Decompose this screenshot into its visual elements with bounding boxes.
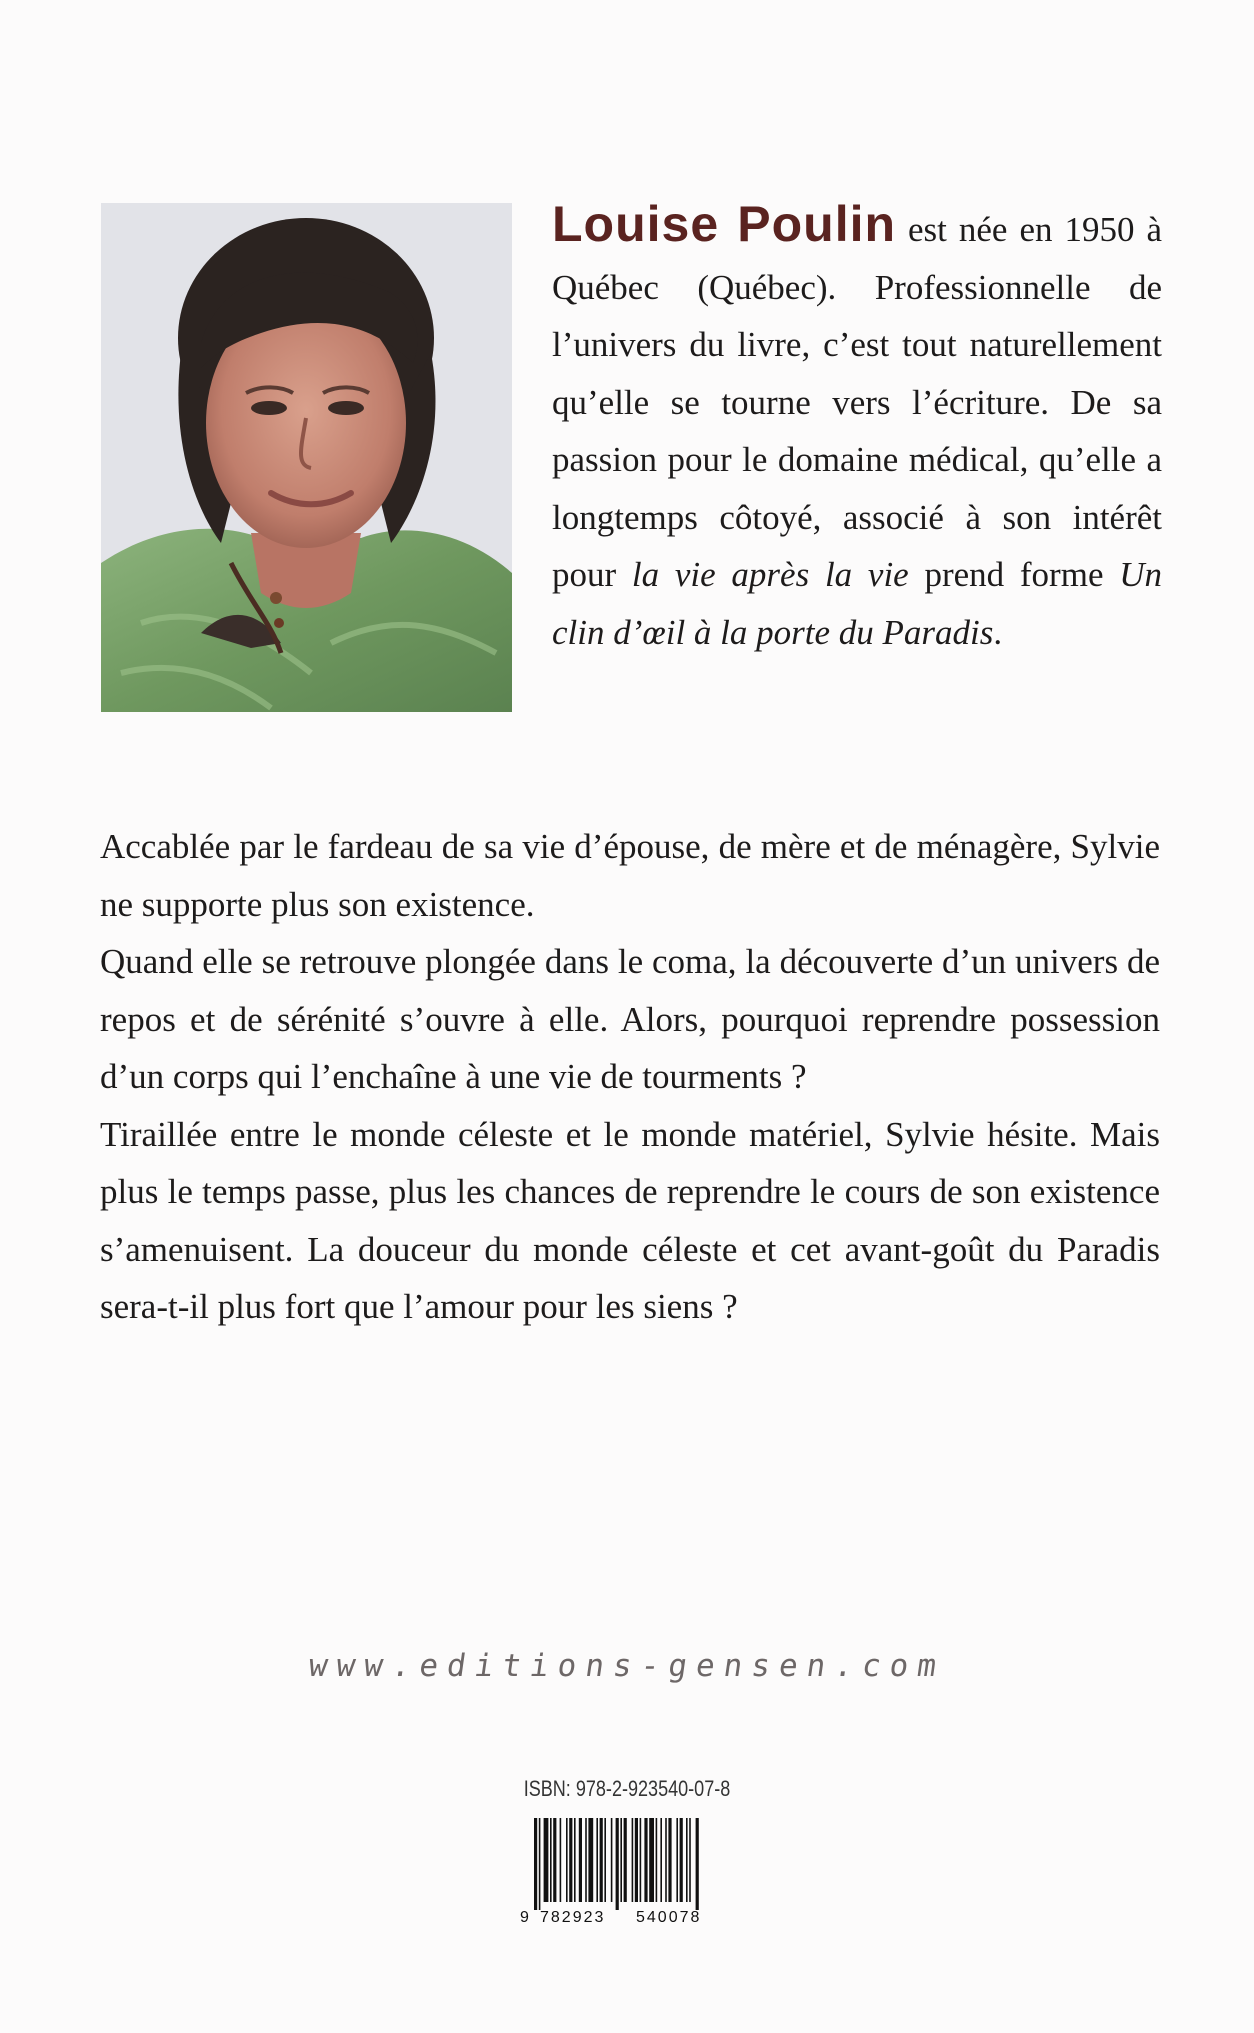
barcode-digits-group1: 782923 <box>540 1909 606 1926</box>
barcode-bar <box>686 1818 688 1902</box>
barcode-image <box>518 1818 740 1926</box>
barcode-bar <box>574 1818 576 1902</box>
author-bio-italic-phrase: la vie après la vie <box>631 555 909 594</box>
barcode-bar <box>640 1818 642 1902</box>
publisher-website: www.editions-gensen.com <box>306 1648 948 1684</box>
barcode-bar <box>632 1818 634 1902</box>
book-title: Un clin d’œil à la porte du Paradis <box>552 555 1163 652</box>
barcode-bar <box>696 1818 699 1910</box>
isbn-label: ISBN: 978-2-923540-07-8 <box>523 1776 731 1801</box>
barcode-bar <box>566 1818 568 1902</box>
blurb-paragraph: Tiraillée entre le monde céleste et le monde matériel, Sylvie hésite. Mais plus le temps passe, plus les chances de reprendre le cours de son existence s’amenuisent. La douceur du monde céleste et cet avant-goût du Paradis sera-t-il plus fort que l’amour pour les siens ? <box>100 1114 1160 1326</box>
barcode <box>518 1818 740 1926</box>
barcode-bar <box>644 1818 647 1902</box>
barcode-bar <box>585 1818 587 1902</box>
author-name: Louise Poulin <box>552 196 897 252</box>
barcode-bar <box>616 1818 619 1910</box>
barcode-bar <box>689 1818 691 1902</box>
author-bio-text-after: prend forme <box>908 555 1120 594</box>
barcode-digits-group2: 540078 <box>636 1909 702 1926</box>
barcode-bar <box>649 1818 654 1902</box>
barcode-bar <box>680 1818 683 1902</box>
author-bio <box>552 196 1162 661</box>
author-photo <box>101 203 512 712</box>
barcode-bar <box>660 1818 662 1902</box>
barcode-bar <box>611 1818 613 1902</box>
barcode-bar <box>534 1818 537 1910</box>
barcode-bar <box>588 1818 593 1902</box>
barcode-bar <box>668 1818 671 1902</box>
barcode-bar <box>544 1818 549 1902</box>
barcode-digit-first: 9 <box>520 1909 529 1926</box>
barcode-bar <box>539 1818 541 1910</box>
barcode-bar <box>560 1818 562 1902</box>
blurb-paragraph: Quand elle se retrouve plongée dans le coma, la découverte d’un univers de repos et de sérénité s’ouvre à elle. Alors, pourquoi reprendre possession d’un corps qui l’enchaîne à une vie de tourments ? <box>100 942 1160 1096</box>
barcode-bar <box>553 1818 556 1902</box>
barcode-bar <box>569 1818 572 1902</box>
barcode-bar <box>656 1818 658 1902</box>
barcode-bar <box>596 1818 598 1902</box>
barcode-bar <box>604 1818 606 1902</box>
author-bio-text: est née en 1950 à Québec (Québec). Professionnelle de l’univers du livre, c’est tout naturellement qu’elle se tourne vers l’écriture. De sa passion pour le domaine médical, qu’elle a longtemps côtoyé, associé à son intérêt pour <box>552 210 1162 594</box>
barcode-bar <box>624 1818 627 1902</box>
blurb-paragraph: Accablée par le fardeau de sa vie d’épouse, de mère et de ménagère, Sylvie ne supporte plus son existence. <box>100 827 1160 924</box>
book-blurb <box>100 818 1160 1336</box>
barcode-bar <box>620 1818 622 1902</box>
barcode-bar <box>579 1818 582 1902</box>
barcode-bar <box>600 1818 603 1902</box>
barcode-bar <box>550 1818 552 1902</box>
barcode-bar <box>676 1818 678 1902</box>
author-portrait-image <box>101 203 512 712</box>
author-bio-paragraph <box>552 196 1162 661</box>
barcode-bar <box>635 1818 638 1902</box>
author-bio-end: . <box>993 612 1003 652</box>
barcode-bar <box>665 1818 667 1902</box>
